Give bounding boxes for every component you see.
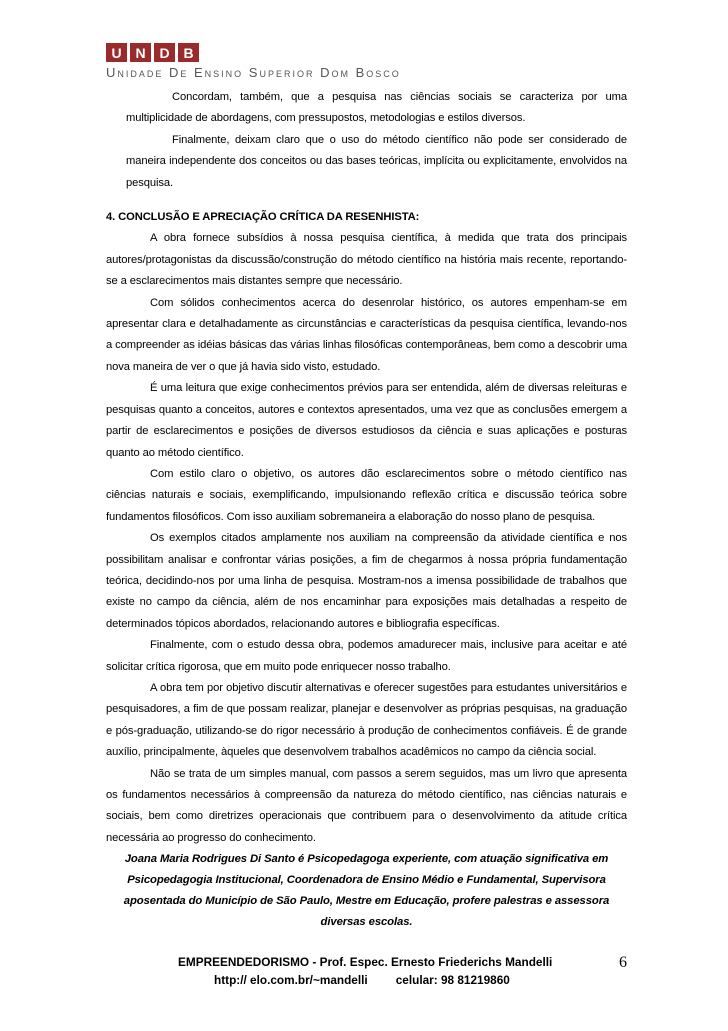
body-paragraph: Com estilo claro o objetivo, os autores dão esclarecimentos sobre o método científico nas ciências naturais e sociais, exemplificando, impulsionando reflexão crítica e discussão teórica sobre fundamentos filosóficos. Com isso auxiliam sobremaneira a elaboração do nosso plano de pesquisa. (106, 467, 627, 523)
logo-letter: U (106, 43, 127, 62)
body-paragraph: É uma leitura que exige conhecimentos prévios para ser entendida, além de diversas releituras e pesquisas quanto a conceitos, autores e contextos apresentados, uma vez que as conclusões emergem a partir de esclarecimentos e posições de diversos estudiosos da ciência e suas aplicações e posturas quanto ao método científico. (106, 382, 627, 459)
footer-course-line: EMPREENDEDORISMO - Prof. Espec. Ernesto Friederichs Mandelli (178, 955, 553, 969)
body-paragraph: Não se trata de um simples manual, com passos a serem seguidos, mas um livro que apresenta os fundamentos necessários à compreensão da natureza do método científico, nas ciências naturais e sociais, bem como diretrizes operacionais que contribuem para o desenvolvimento da atitude crítica necessária ao progresso do conhecimento. (106, 767, 627, 844)
page-footer (106, 955, 627, 995)
author-bio: Joana Maria Rodrigues Di Santo é Psicopedagoga experiente, com atuação significativa em Psicopedagogia Institucional, Coordenadora de Ensino Médio e Fundamental, Supervisora aposentada do Município de São Paulo, Mestre em Educação, profere palestras e assessora diversas escolas. (123, 853, 610, 929)
body-paragraph: Finalmente, com o estudo dessa obra, podemos amadurecer mais, inclusive para aceitar e até solicitar crítica rigorosa, que em muito pode enriquecer nosso trabalho. (106, 639, 627, 673)
body-paragraph: A obra fornece subsídios à nossa pesquisa científica, à medida que trata dos principais autores/protagonistas da discussão/construção do método científico na história mais recente, reportando-se a esclarecimentos mais distantes sempre que necessário. (106, 232, 627, 288)
document-body (106, 87, 627, 933)
logo-letter: N (130, 43, 151, 62)
section-heading: 4. CONCLUSÃO E APRECIAÇÃO CRÍTICA DA RESENHISTA: (106, 211, 420, 224)
body-paragraph: Os exemplos citados amplamente nos auxiliam na compreensão da atividade científica e nos possibilitam analisar e confrontar várias posições, a fim de chegarmos à nossa própria fundamentação teórica, decidindo-nos por uma linha de pesquisa. Mostram-nos a imensa possibilidade de trabalhos que existe no campo da ciência, além de nos encaminhar para exposições mais detalhadas a respeito de determinados tópicos abordados, relacionando autores e bibliografia específicas. (106, 532, 627, 630)
institution-name: Unidade De Ensino Superior Dom Bosco (106, 65, 401, 80)
footer-phone: celular: 98 81219860 (395, 973, 510, 987)
body-paragraph: A obra tem por objetivo discutir alternativas e oferecer sugestões para estudantes universitários e pesquisadores, a fim de que possam realizar, planejar e desenvolver as próprias pesquisas, na graduação e pós-graduação, utilizando-se do rigor necessário à produção de conhecimentos confiáveis. É de grande auxílio, principalmente, àqueles que desenvolvem trabalhos acadêmicos no campo da ciência social. (106, 681, 627, 759)
quoted-block (106, 87, 627, 194)
undb-logo (106, 43, 401, 80)
logo-letter-boxes (106, 43, 401, 62)
footer-contact-line (214, 973, 510, 987)
quote-paragraph: Finalmente, deixam claro que o uso do método científico não pode ser considerado de maneira independente dos conceitos ou das bases teóricas, implícita ou explicitamente, envolvidos na pesquisa. (126, 133, 627, 189)
quote-paragraph: Concordam, também, que a pesquisa nas ciências sociais se caracteriza por uma multiplicidade de abordagens, com pressupostos, metodologias e estilos diversos. (126, 91, 627, 125)
logo-letter: D (154, 43, 175, 62)
footer-url: http:// elo.com.br/~mandelli (214, 973, 368, 987)
page-number: 6 (619, 954, 627, 971)
logo-letter: B (178, 43, 199, 62)
body-paragraph: Com sólidos conhecimentos acerca do desenrolar histórico, os autores empenham-se em apresentar clara e detalhadamente as circunstâncias e características da pesquisa científica, levando-nos a compreender as idéias básicas das várias linhas filosóficas contemporâneas, bem como a descobrir uma nova maneira de ver o que já havia sido visto, estudado. (106, 296, 627, 373)
